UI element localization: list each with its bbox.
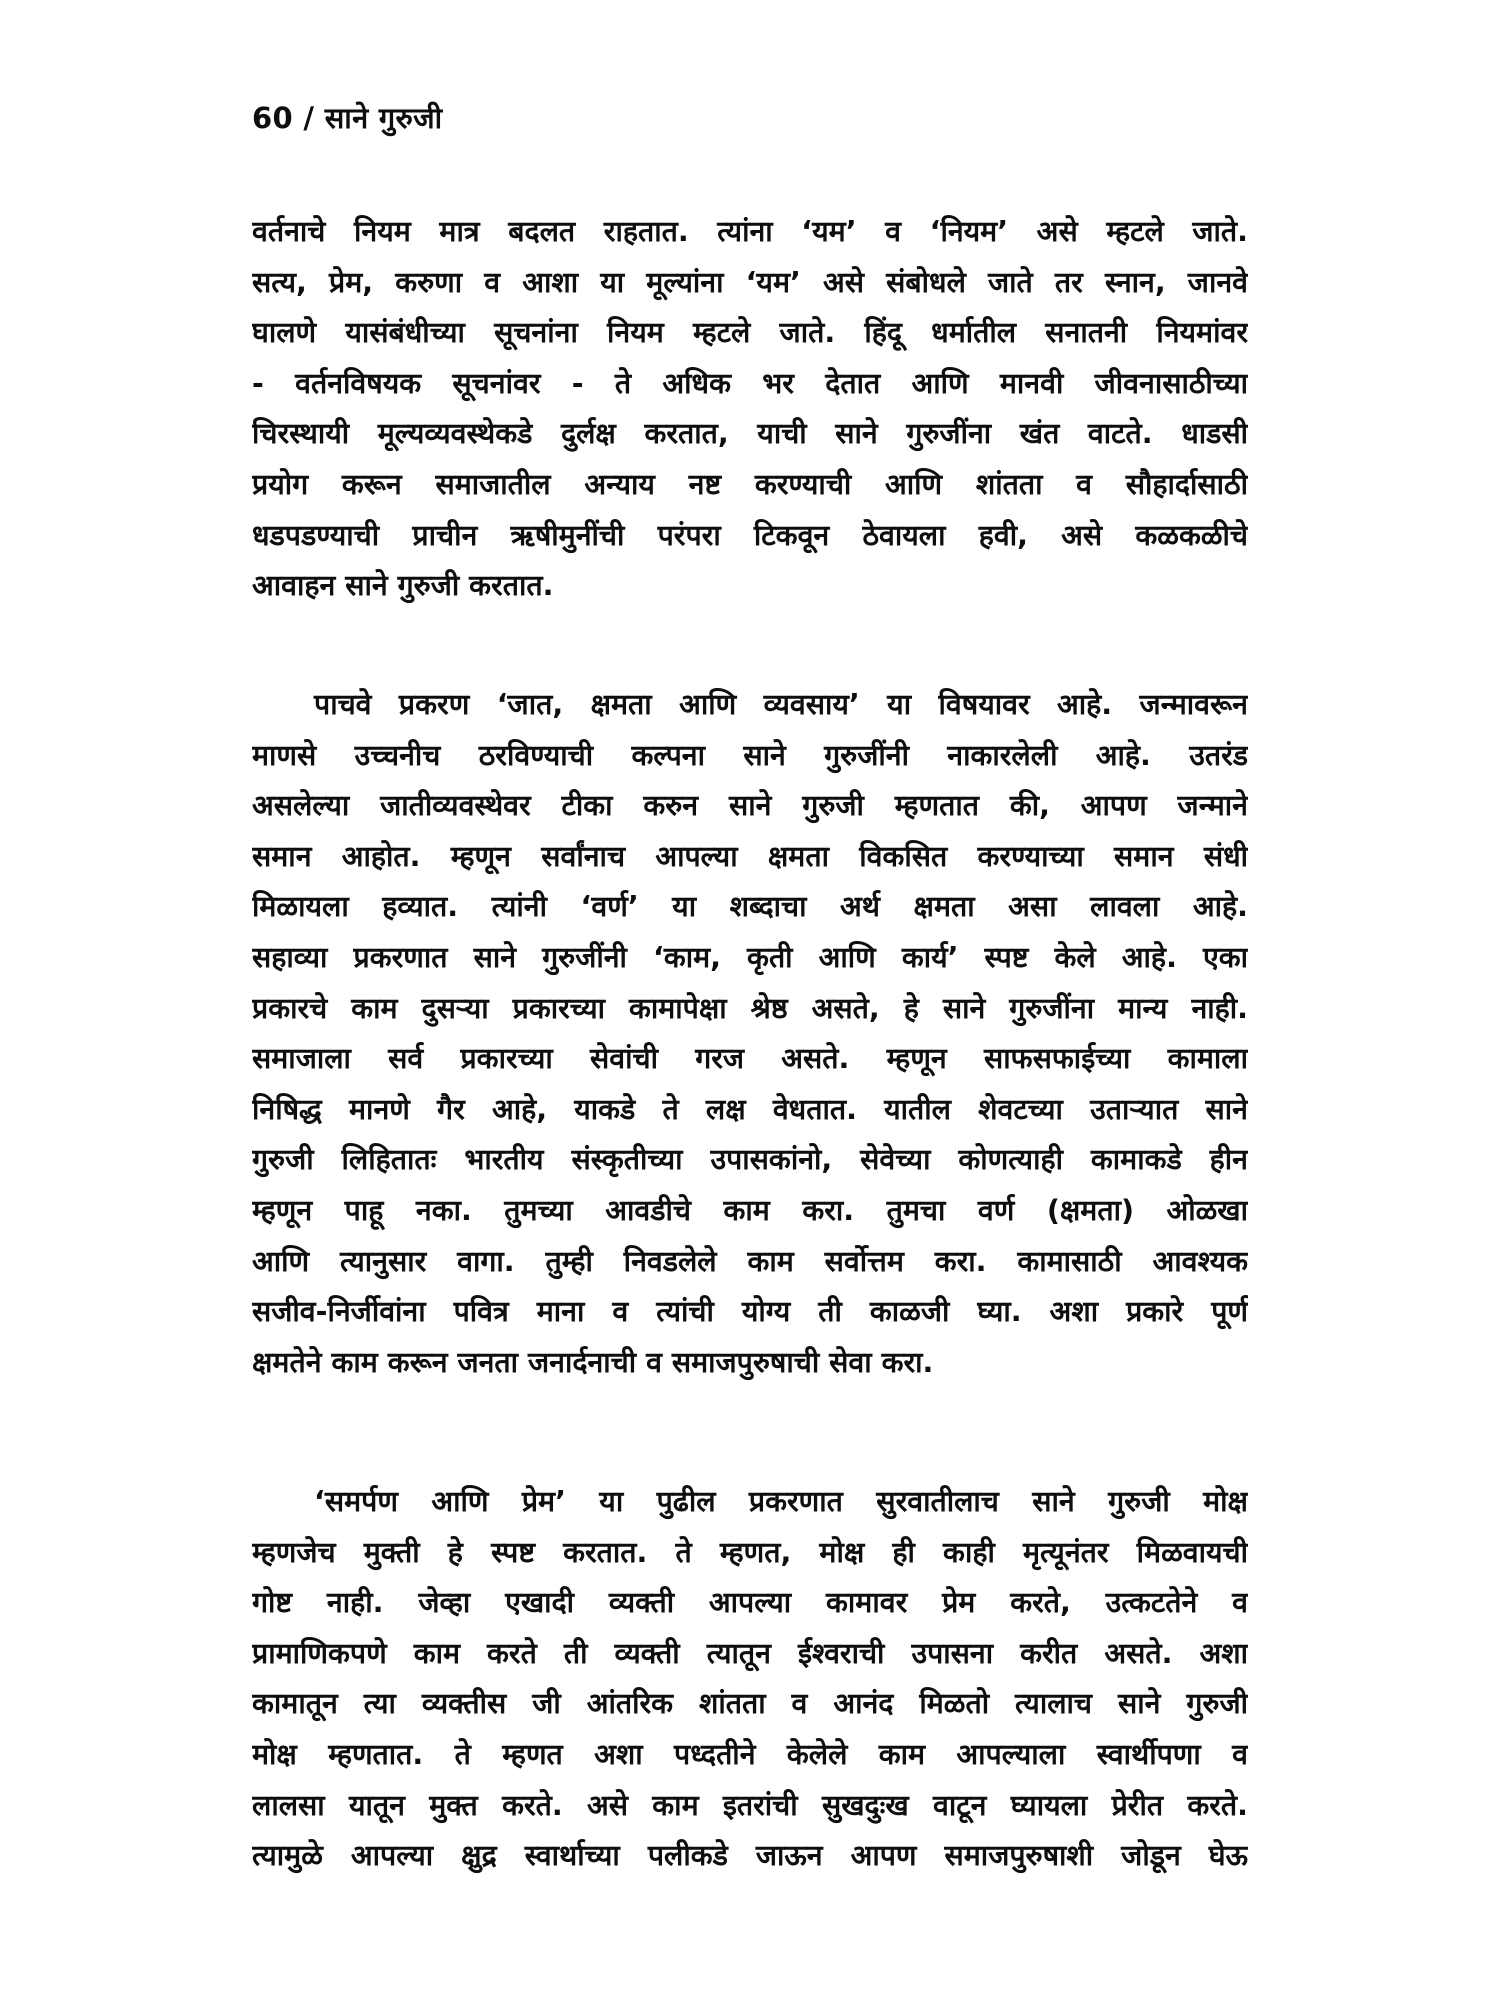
text-line: म्हणून पाहू नका. तुमच्या आवडीचे काम करा. तुमचा वर्ण (क्षमता) ओळखा: [252, 1193, 1248, 1227]
text-line: समान आहोत. म्हणून सर्वांनाच आपल्या क्षमता विकसित करण्याच्या समान संधी: [252, 839, 1248, 873]
text-line: असलेल्या जातीव्यवस्थेवर टीका करुन साने गुरुजी म्हणतात की, आपण जन्माने: [252, 789, 1248, 823]
text-line: ‘समर्पण आणि प्रेम’ या पुढील प्रकरणात सुरवातीलाच साने गुरुजी मोक्ष: [314, 1485, 1248, 1518]
running-title: साने गुरुजी: [324, 101, 443, 135]
text-line: वर्तनाचे नियम मात्र बदलत राहतात. त्यांना ‘यम’ व ‘नियम’ असे म्हटले जाते.: [252, 215, 1248, 248]
text-line: मोक्ष म्हणतात. ते म्हणत अशा पध्दतीने केलेले काम आपल्याला स्वार्थीपणा व: [252, 1737, 1248, 1771]
paragraph-1: [252, 207, 1248, 612]
running-header: [252, 98, 443, 137]
text-line: माणसे उच्चनीच ठरविण्याची कल्पना साने गुरुजींनी नाकारलेली आहे. उतरंड: [252, 738, 1248, 772]
page-number: 60: [252, 101, 293, 135]
text-line: सत्य, प्रेम, करुणा व आशा या मूल्यांना ‘यम’ असे संबोधले जाते तर स्नान, जानवे: [252, 265, 1248, 299]
text-line: - वर्तनविषयक सूचनांवर - ते अधिक भर देतात आणि मानवी जीवनासाठीच्या: [252, 366, 1248, 400]
text-line: लालसा यातून मुक्त करते. असे काम इतरांची सुखदुःख वाटून घ्यायला प्रेरीत करते.: [252, 1788, 1248, 1822]
text-line: चिरस्थायी मूल्यव्यवस्थेकडे दुर्लक्ष करतात, याची साने गुरुजींना खंत वाटते. धाडसी: [252, 417, 1248, 451]
text-line: प्रयोग करून समाजातील अन्याय नष्ट करण्याची आणि शांतता व सौहार्दासाठी: [252, 467, 1248, 501]
text-line: समाजाला सर्व प्रकारच्या सेवांची गरज असते. म्हणून साफसफाईच्या कामाला: [252, 1042, 1248, 1076]
text-line: आणि त्यानुसार वागा. तुम्ही निवडलेले काम सर्वोत्तम करा. कामासाठी आवश्यक: [252, 1244, 1248, 1278]
text-line: प्रकारचे काम दुसऱ्या प्रकारच्या कामापेक्षा श्रेष्ठ असते, हे साने गुरुजींना मान्य नाही.: [252, 991, 1248, 1025]
paragraph-3: [252, 1477, 1248, 1882]
text-line: सहाव्या प्रकरणात साने गुरुजींनी ‘काम, कृती आणि कार्य’ स्पष्ट केले आहे. एका: [252, 940, 1248, 974]
text-line: क्षमतेने काम करून जनता जनार्दनाची व समाजपुरुषाची सेवा करा.: [252, 1345, 934, 1379]
paragraph-2: [252, 680, 1248, 1388]
text-line: कामातून त्या व्यक्तीस जी आंतरिक शांतता व आनंद मिळतो त्यालाच साने गुरुजी: [252, 1687, 1248, 1721]
text-line: सजीव-निर्जीवांना पवित्र माना व त्यांची योग्य ती काळजी घ्या. अशा प्रकारे पूर्ण: [252, 1295, 1248, 1329]
text-line: आवाहन साने गुरुजी करतात.: [252, 569, 554, 603]
text-line: निषिद्ध मानणे गैर आहे, याकडे ते लक्ष वेधतात. यातील शेवटच्या उताऱ्यात साने: [252, 1092, 1248, 1126]
text-line: धडपडण्याची प्राचीन ऋषीमुनींची परंपरा टिकवून ठेवायला हवी, असे कळकळीचे: [252, 518, 1248, 552]
text-line: प्रामाणिकपणे काम करते ती व्यक्ती त्यातून ईश्वराची उपासना करीत असते. अशा: [252, 1636, 1248, 1670]
text-line: मिळायला हव्यात. त्यांनी ‘वर्ण’ या शब्दाचा अर्थ क्षमता असा लावला आहे.: [252, 890, 1248, 924]
text-line: पाचवे प्रकरण ‘जात, क्षमता आणि व्यवसाय’ या विषयावर आहे. जन्मावरून: [314, 688, 1248, 721]
text-line: घालणे यासंबंधीच्या सूचनांना नियम म्हटले जाते. हिंदू धर्मातील सनातनी नियमांवर: [252, 316, 1248, 350]
text-line: म्हणजेच मुक्ती हे स्पष्ट करतात. ते म्हणत, मोक्ष ही काही मृत्यूनंतर मिळवायची: [252, 1535, 1248, 1569]
text-line: गोष्ट नाही. जेव्हा एखादी व्यक्ती आपल्या कामावर प्रेम करते, उत्कटतेने व: [252, 1586, 1248, 1620]
text-line: गुरुजी लिहितातः भारतीय संस्कृतीच्या उपासकांनो, सेवेच्या कोणत्याही कामाकडे हीन: [252, 1143, 1248, 1177]
text-line: त्यामुळे आपल्या क्षुद्र स्वार्थाच्या पलीकडे जाऊन आपण समाजपुरुषाशी जोडून घेऊ: [252, 1839, 1248, 1873]
header-separator: /: [303, 101, 315, 135]
